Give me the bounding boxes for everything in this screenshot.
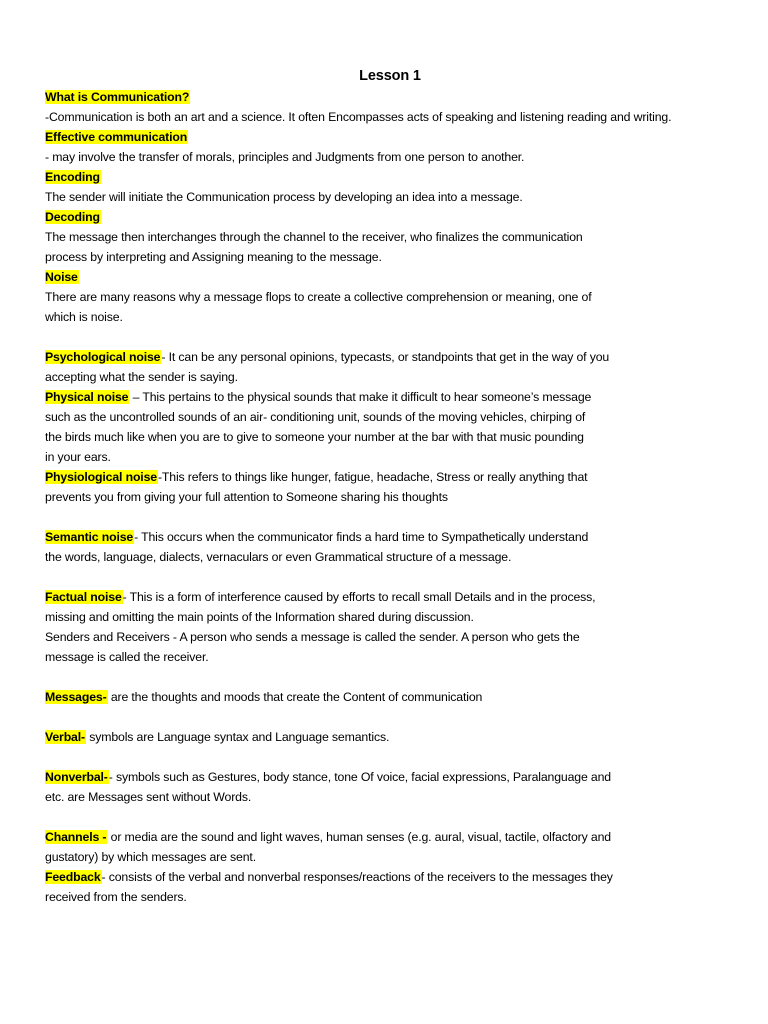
feedback-line-1 bbox=[45, 867, 735, 887]
noise-heading-line bbox=[45, 267, 735, 287]
psychological-text-1: - It can be any personal opinions, typecasts, or standpoints that get in the way of you bbox=[161, 350, 610, 364]
spacer bbox=[45, 747, 735, 767]
decoding-text-2: process by interpreting and Assigning meaning to the message. bbox=[45, 250, 382, 264]
noise-text-2: which is noise. bbox=[45, 310, 123, 324]
physiological-term: Physiological noise bbox=[45, 470, 157, 484]
psychological-line-1 bbox=[45, 347, 735, 367]
physical-line-1 bbox=[45, 387, 735, 407]
semantic-text-2: the words, language, dialects, vernaculars or even Grammatical structure of a message. bbox=[45, 550, 512, 564]
semantic-term: Semantic noise bbox=[45, 530, 134, 544]
what-is-heading-line bbox=[45, 87, 735, 107]
semantic-text-1: - This occurs when the communicator finds a hard time to Sympathetically understand bbox=[134, 530, 589, 544]
messages-term: Messages- bbox=[45, 690, 107, 704]
nonverbal-text-1: - symbols such as Gestures, body stance, tone Of voice, facial expressions, Paralanguage and bbox=[108, 770, 611, 784]
encoding-heading-line bbox=[45, 167, 735, 187]
psychological-text-2: accepting what the sender is saying. bbox=[45, 370, 238, 384]
factual-text-2: missing and omitting the main points of the Information shared during discussion. bbox=[45, 610, 474, 624]
physiological-line-1 bbox=[45, 467, 735, 487]
decoding-heading-line bbox=[45, 207, 735, 227]
encoding-text: The sender will initiate the Communication process by developing an idea into a message. bbox=[45, 190, 523, 204]
what-is-heading: What is Communication? bbox=[45, 90, 190, 104]
factual-text-3: Senders and Receivers - A person who sends a message is called the sender. A person who gets the bbox=[45, 630, 580, 644]
feedback-term: Feedback bbox=[45, 870, 101, 884]
messages-line bbox=[45, 687, 735, 707]
effective-heading: Effective communication bbox=[45, 130, 188, 144]
decoding-heading: Decoding bbox=[45, 210, 100, 224]
nonverbal-line-1 bbox=[45, 767, 735, 787]
psychological-term: Psychological noise bbox=[45, 350, 161, 364]
physiological-text-2: prevents you from giving your full attention to Someone sharing his thoughts bbox=[45, 490, 448, 504]
physical-text-2: such as the uncontrolled sounds of an air- conditioning unit, sounds of the moving vehicles, chirping of bbox=[45, 410, 586, 424]
lesson-title: Lesson 1 bbox=[359, 68, 421, 84]
physical-term: Physical noise bbox=[45, 390, 129, 404]
channels-term: Channels - bbox=[45, 830, 107, 844]
effective-text: - may involve the transfer of morals, principles and Judgments from one person to another. bbox=[45, 150, 525, 164]
document-page bbox=[45, 66, 735, 907]
physical-text-3: the birds much like when you are to give to someone your number at the bar with that music pounding bbox=[45, 430, 584, 444]
verbal-term: Verbal- bbox=[45, 730, 85, 744]
effective-heading-line bbox=[45, 127, 735, 147]
nonverbal-term: Nonverbal- bbox=[45, 770, 108, 784]
decoding-text-1: The message then interchanges through the channel to the receiver, who finalizes the communication bbox=[45, 230, 583, 244]
spacer bbox=[45, 707, 735, 727]
factual-line-1 bbox=[45, 587, 735, 607]
physical-text-4: in your ears. bbox=[45, 450, 111, 464]
spacer bbox=[45, 327, 735, 347]
channels-line-1 bbox=[45, 827, 735, 847]
factual-term: Factual noise bbox=[45, 590, 122, 604]
spacer bbox=[45, 507, 735, 527]
factual-text-4: message is called the receiver. bbox=[45, 650, 209, 664]
feedback-text-1: - consists of the verbal and nonverbal responses/reactions of the receivers to the messages they bbox=[101, 870, 613, 884]
feedback-text-2: received from the senders. bbox=[45, 890, 187, 904]
nonverbal-text-2: etc. are Messages sent without Words. bbox=[45, 790, 252, 804]
noise-text-1: There are many reasons why a message flops to create a collective comprehension or meaning, one of bbox=[45, 290, 592, 304]
physiological-text-1: -This refers to things like hunger, fatigue, headache, Stress or really anything that bbox=[157, 470, 588, 484]
encoding-heading: Encoding bbox=[45, 170, 100, 184]
verbal-line bbox=[45, 727, 735, 747]
what-is-text: -Communication is both an art and a science. It often Encompasses acts of speaking and listening reading and writing. bbox=[45, 110, 672, 124]
noise-heading: Noise bbox=[45, 270, 78, 284]
channels-text-1: or media are the sound and light waves, human senses (e.g. aural, visual, tactile, olfactory and bbox=[107, 830, 611, 844]
spacer bbox=[45, 567, 735, 587]
factual-text-1: - This is a form of interference caused by efforts to recall small Details and in the process, bbox=[122, 590, 596, 604]
semantic-line-1 bbox=[45, 527, 735, 547]
verbal-text: symbols are Language syntax and Language semantics. bbox=[85, 730, 390, 744]
messages-text: are the thoughts and moods that create the Content of communication bbox=[107, 690, 483, 704]
spacer bbox=[45, 807, 735, 827]
channels-text-2: gustatory) by which messages are sent. bbox=[45, 850, 256, 864]
physical-text-1: – This pertains to the physical sounds that make it difficult to hear someone’s message bbox=[129, 390, 592, 404]
spacer bbox=[45, 667, 735, 687]
